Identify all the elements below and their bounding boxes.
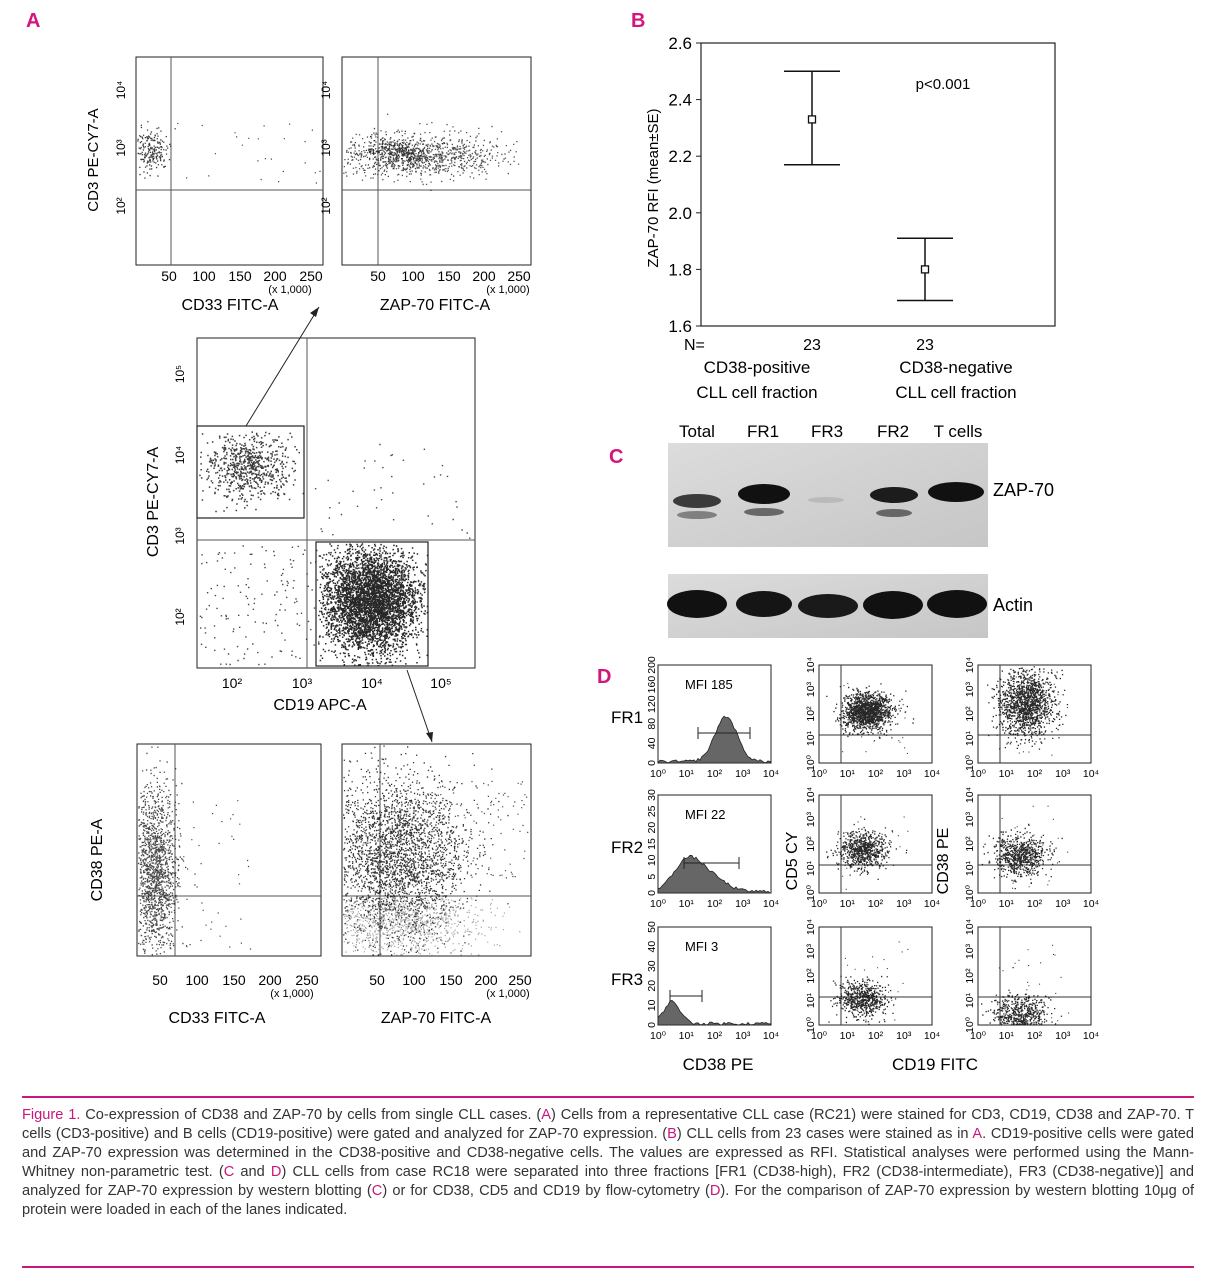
panel-d-ytick: 10¹ <box>964 730 976 747</box>
figure-caption <box>22 1106 1194 1220</box>
panel-d-histogram-fill <box>658 1001 771 1026</box>
panel-d-ytick: 10⁰ <box>964 755 976 771</box>
axis-label-a-tr-x: ZAP-70 FITC-A <box>379 297 491 314</box>
caption-ref-d-2: D <box>709 1183 721 1199</box>
panel-c-western-blot <box>667 422 1054 638</box>
panel-b-ytick-label: 2.4 <box>668 90 692 110</box>
xtick-a-tr-4: 200 <box>472 268 496 284</box>
row-label-fr1: FR1 <box>611 708 644 727</box>
scatter-dots-a-bottom-right <box>343 746 528 957</box>
panel-d-plot-r2-c2 <box>805 787 940 910</box>
lane-label-fr3: FR3 <box>810 422 844 441</box>
panel-b-annotation: p<0.001 <box>915 76 971 93</box>
panel-d-xtick: 10³ <box>1055 1030 1071 1042</box>
mean-marker-1 <box>809 116 816 123</box>
panel-d-xtick: 10¹ <box>998 768 1014 780</box>
panel-d-xtick: 10¹ <box>678 768 694 780</box>
xtick-a-bl-2: 100 <box>185 972 209 988</box>
panel-d-xtick: 10³ <box>1055 898 1071 910</box>
panel-d-xtick: 10² <box>1026 898 1043 910</box>
panel-d-xtick: 10³ <box>735 898 751 910</box>
xtick-a-bl-3: 150 <box>222 972 246 988</box>
panel-d-hist-ytick: 0 <box>646 890 658 896</box>
caption-text-7: ) or for CD38, CD5 and CD19 by flow-cytometry ( <box>382 1183 710 1199</box>
panel-label-a: A <box>26 10 41 32</box>
panel-b-ytick-label: 1.8 <box>668 260 692 280</box>
panel-a-top-right-plot <box>319 57 531 314</box>
xtick-a-bl-4: 200 <box>258 972 282 988</box>
caption-text-5: and <box>234 1164 271 1180</box>
panel-d-xtick: 10⁴ <box>762 768 780 780</box>
caption-bottom-rule <box>22 1266 1194 1268</box>
panel-d-flow-grid <box>611 656 1099 1074</box>
panel-a-top-left-plot <box>85 57 323 314</box>
xtick-a-tl-1: 50 <box>161 268 177 284</box>
panel-d-ytick: 10³ <box>805 943 817 960</box>
xtick-a-tr-1: 50 <box>370 268 386 284</box>
ytick-a-mid-4: 10² <box>173 608 187 626</box>
panel-d-hist-ytick: 10 <box>646 999 658 1012</box>
band-label-zap70: ZAP-70 <box>993 480 1055 500</box>
panel-d-scatter-dots <box>826 683 914 754</box>
panel-a-bottom-right-plot <box>342 744 532 1027</box>
panel-d-xtick: 10⁰ <box>811 898 827 910</box>
panel-d-ytick: 10⁴ <box>805 656 817 674</box>
ytick-a-mid-1: 10⁵ <box>173 364 187 384</box>
caption-text-6: ) CLL cells from case RC18 were separated into three fractions [FR1 (CD38-high), FR2 (CD38-intermediate), FR3 (CD38-negative)] and analyzed for ZAP-70 expression by western blotting ( <box>22 1164 1194 1199</box>
scale-a-bl: (x 1,000) <box>270 988 314 1000</box>
ytick-a-tl-2: 10³ <box>114 139 128 157</box>
panel-d-histogram-fill <box>658 855 771 893</box>
caption-ref-d: D <box>270 1164 282 1180</box>
lane-label-t-cells: T cells <box>933 422 983 441</box>
caption-text-3: ) CLL cells from 23 cases were stained as in <box>676 1126 973 1142</box>
xtick-a-br-4: 200 <box>474 972 498 988</box>
xtick-a-br-2: 100 <box>402 972 426 988</box>
panel-b-ytick-label: 2.0 <box>668 203 692 223</box>
panel-d-hist-ytick: 0 <box>646 1022 658 1028</box>
panel-d-xtick: 10³ <box>735 768 751 780</box>
axis-label-d-scatter-x: CD19 FITC <box>892 1055 978 1074</box>
panel-d-ytick: 10⁰ <box>964 1017 976 1033</box>
xtick-a-mid-4: 10⁵ <box>430 675 452 691</box>
panel-b-cat-1-line1: CD38-positive <box>703 358 811 377</box>
caption-ref-c: C <box>223 1164 235 1180</box>
panel-d-xtick: 10² <box>867 898 884 910</box>
panel-d-ytick: 10² <box>805 706 817 722</box>
axis-label-a-tl-y: CD3 PE-CY7-A <box>85 108 102 212</box>
panel-d-ytick: 10² <box>964 836 976 852</box>
panel-b-ytick-label: 1.6 <box>668 317 692 336</box>
scatter-dots-a-top-right <box>343 114 519 191</box>
xtick-a-mid-2: 10³ <box>291 675 313 691</box>
panel-d-scatter-dots <box>981 945 1069 1026</box>
panel-d-xtick: 10¹ <box>678 898 694 910</box>
xtick-a-tl-5: 250 <box>299 268 323 284</box>
xtick-a-tr-5: 250 <box>507 268 531 284</box>
scale-a-tr: (x 1,000) <box>486 284 530 296</box>
panel-label-c: C <box>609 446 624 468</box>
scale-a-tl: (x 1,000) <box>268 284 312 296</box>
panel-d-xtick: 10³ <box>896 1030 912 1042</box>
caption-ref-b: B <box>667 1126 677 1142</box>
panel-d-xtick: 10¹ <box>998 898 1014 910</box>
axis-label-a-br-x: ZAP-70 FITC-A <box>380 1010 492 1027</box>
panel-d-plot-r3-c3 <box>964 919 1099 1042</box>
ytick-a-tl-3: 10² <box>114 197 128 215</box>
panel-d-xtick: 10⁰ <box>650 898 666 910</box>
caption-text-8: ). For the comparison of ZAP-70 expression by western blotting 10μg of protein were loaded in each of the lanes indicated. <box>22 1183 1195 1218</box>
panel-d-ytick: 10¹ <box>805 730 817 747</box>
panel-d-plot-r2-c3 <box>964 787 1099 910</box>
panel-d-xtick: 10² <box>867 768 884 780</box>
xtick-a-bl-5: 250 <box>295 972 319 988</box>
panel-d-hist-ytick: 30 <box>646 960 658 973</box>
panel-b-frame <box>701 43 1055 326</box>
panel-d-xtick: 10⁰ <box>811 1030 827 1042</box>
mfi-label-fr1: MFI 185 <box>685 677 733 692</box>
ytick-a-tl-1: 10⁴ <box>114 80 128 100</box>
xtick-a-tl-3: 150 <box>228 268 252 284</box>
xtick-a-mid-3: 10⁴ <box>361 675 383 691</box>
scale-a-br: (x 1,000) <box>486 988 530 1000</box>
panel-d-xtick: 10¹ <box>839 898 855 910</box>
panel-d-xtick: 10⁰ <box>970 898 986 910</box>
panel-d-xtick: 10⁰ <box>970 768 986 780</box>
panel-d-ytick: 10⁴ <box>964 918 976 936</box>
panel-d-xtick: 10² <box>706 898 723 910</box>
axis-label-d-cd5: CD5 CY <box>784 831 801 891</box>
panel-d-xtick: 10¹ <box>839 1030 855 1042</box>
panel-label-b: B <box>631 10 646 32</box>
panel-d-hist-ytick: 120 <box>646 695 658 713</box>
panel-d-ytick: 10⁴ <box>964 786 976 804</box>
row-label-fr3: FR3 <box>611 970 644 989</box>
caption-top-rule <box>22 1096 1194 1098</box>
panel-d-ytick: 10³ <box>805 811 817 828</box>
panel-b-ylabel: ZAP-70 RFI (mean±SE) <box>645 108 662 268</box>
panel-d-ytick: 10³ <box>964 811 976 828</box>
panel-b-cat-2-line1: CD38-negative <box>899 358 1013 377</box>
panel-d-ytick: 10² <box>805 968 817 984</box>
panel-d-xtick: 10³ <box>896 768 912 780</box>
ytick-a-mid-2: 10⁴ <box>173 445 187 465</box>
axis-label-d-hist-x: CD38 PE <box>682 1055 754 1074</box>
panel-d-xtick: 10⁴ <box>1082 1030 1100 1042</box>
caption-text-4: . CD19-positive cells were gated and ZAP-70 expression was determined in the CD38-positive and CD38-negative cells. The values are expressed as RFI. Statistical analyses were performed using the Mann-Whitney non-parametric test. ( <box>22 1126 1195 1180</box>
ytick-a-mid-3: 10³ <box>173 527 187 545</box>
panel-d-plot-r1-c2 <box>805 657 940 780</box>
axis-label-a-mid-x: CD19 APC-A <box>273 697 367 714</box>
panel-b-n-label: N= <box>684 337 705 354</box>
ytick-a-tr-3: 10² <box>319 197 333 215</box>
panel-d-ytick: 10³ <box>964 681 976 698</box>
panel-d-xtick: 10⁴ <box>1082 768 1100 780</box>
panel-d-hist-ytick: 20 <box>646 979 658 992</box>
panel-d-scatter-dots <box>987 666 1068 755</box>
panel-d-plot-r1-c1 <box>646 656 779 780</box>
panel-d-histogram-fill <box>658 716 771 763</box>
panel-d-xtick: 10⁴ <box>762 898 780 910</box>
panel-d-hist-ytick: 25 <box>646 805 658 818</box>
panel-d-ytick: 10⁰ <box>805 885 817 901</box>
panel-a-bottom-left-plot <box>89 744 321 1027</box>
panel-d-hist-ytick: 40 <box>646 940 658 953</box>
panel-a-middle-plot <box>145 307 475 742</box>
panel-b-ytick-label: 2.6 <box>668 34 692 53</box>
panel-b-chart <box>645 34 1055 402</box>
panel-d-xtick: 10² <box>1026 1030 1043 1042</box>
panel-d-xtick: 10⁴ <box>923 898 941 910</box>
panel-d-plot-r3-c2 <box>805 919 940 1042</box>
panel-d-hist-ytick: 160 <box>646 675 658 694</box>
panel-d-hist-ytick: 5 <box>646 873 658 880</box>
band-label-actin: Actin <box>993 595 1034 615</box>
caption-ref-a: A <box>541 1107 551 1123</box>
panel-d-ytick: 10² <box>964 706 976 722</box>
panel-d-ytick: 10¹ <box>964 860 976 877</box>
scatter-dots-a-bottom-left <box>138 747 251 956</box>
xtick-a-tl-4: 200 <box>263 268 287 284</box>
panel-d-xtick: 10⁴ <box>1082 898 1100 910</box>
panel-d-hist-ytick: 50 <box>646 921 658 933</box>
panel-b-n-2: 23 <box>916 337 934 354</box>
panel-d-xtick: 10¹ <box>998 1030 1014 1042</box>
panel-d-ytick: 10⁴ <box>964 656 976 674</box>
caption-figure-label: Figure 1. <box>22 1107 81 1123</box>
panel-b-n-1: 23 <box>803 337 821 354</box>
scatter-dots-a-top-left <box>137 121 320 183</box>
xtick-a-tl-2: 100 <box>192 268 216 284</box>
panel-d-ytick: 10³ <box>805 681 817 698</box>
panel-d-xtick: 10¹ <box>678 1030 694 1042</box>
panel-d-xtick: 10⁴ <box>762 1030 780 1042</box>
panel-d-hist-ytick: 200 <box>646 656 658 674</box>
panel-d-xtick: 10² <box>867 1030 884 1042</box>
panel-d-ytick: 10⁴ <box>805 918 817 936</box>
lane-label-fr2: FR2 <box>876 422 910 441</box>
panel-d-ytick: 10¹ <box>805 992 817 1009</box>
caption-text-1: Co-expression of CD38 and ZAP-70 by cells from single CLL cases. ( <box>80 1107 542 1123</box>
xtick-a-tr-2: 100 <box>401 268 425 284</box>
panel-d-ytick: 10² <box>805 836 817 852</box>
panel-d-xtick: 10² <box>706 1030 723 1042</box>
panel-d-xtick: 10⁴ <box>923 768 941 780</box>
panel-d-xtick: 10⁰ <box>811 768 827 780</box>
panel-d-xtick: 10³ <box>1055 768 1071 780</box>
panel-d-ytick: 10² <box>964 968 976 984</box>
panel-d-ytick: 10¹ <box>964 992 976 1009</box>
mfi-label-fr3: MFI 3 <box>685 939 719 954</box>
panel-d-hist-ytick: 30 <box>646 789 658 801</box>
panel-d-hist-ytick: 0 <box>646 760 658 766</box>
axis-label-d-cd38: CD38 PE <box>935 827 952 895</box>
panel-b-cat-2-line2: CLL cell fraction <box>895 383 1017 402</box>
xtick-a-bl-1: 50 <box>152 972 168 988</box>
ytick-a-tr-1: 10⁴ <box>319 80 333 100</box>
row-label-fr2: FR2 <box>611 838 644 857</box>
ytick-a-tr-2: 10³ <box>319 139 333 157</box>
panel-d-xtick: 10³ <box>896 898 912 910</box>
panel-d-ytick: 10¹ <box>805 860 817 877</box>
panel-d-scatter-dots <box>982 806 1068 890</box>
xtick-a-br-3: 150 <box>439 972 463 988</box>
panel-b-ytick-label: 2.2 <box>668 147 692 167</box>
panel-d-xtick: 10⁰ <box>650 1030 666 1042</box>
axis-label-a-bl-x: CD33 FITC-A <box>168 1010 266 1027</box>
panel-d-ytick: 10⁰ <box>805 1017 817 1033</box>
caption-ref-a-2: A <box>972 1126 983 1142</box>
axis-label-a-mid-y: CD3 PE-CY7-A <box>145 446 162 558</box>
caption-ref-c-2: C <box>371 1183 383 1199</box>
panel-d-scatter-dots <box>828 941 908 1025</box>
panel-d-xtick: 10⁰ <box>970 1030 986 1042</box>
mean-marker-2 <box>922 266 929 273</box>
panel-d-ytick: 10⁰ <box>805 755 817 771</box>
scatter-dots-a-middle <box>199 431 470 666</box>
panel-d-xtick: 10⁴ <box>923 1030 941 1042</box>
xtick-a-tr-3: 150 <box>437 268 461 284</box>
panel-d-ytick: 10⁴ <box>805 786 817 804</box>
panel-d-xtick: 10² <box>706 768 723 780</box>
panel-b-yticks <box>668 34 701 336</box>
caption-text-2: ) Cells from a representative CLL case (RC21) were stained for CD3, CD19, CD38 and ZAP-70. T cells (CD3-positive) and B cells (CD19-positive) were gated and analyzed for ZAP-70 expression. ( <box>22 1107 1195 1142</box>
lane-label-fr1: FR1 <box>746 422 780 441</box>
panel-d-xtick: 10¹ <box>839 768 855 780</box>
xtick-a-mid-1: 10² <box>221 675 243 691</box>
panel-d-hist-ytick: 10 <box>646 854 658 867</box>
panel-d-ytick: 10³ <box>964 943 976 960</box>
xtick-a-br-5: 250 <box>508 972 532 988</box>
axis-label-a-tl-x: CD33 FITC-A <box>181 297 279 314</box>
axis-label-a-bl-y: CD38 PE-A <box>89 818 106 902</box>
panel-d-hist-ytick: 40 <box>646 737 658 750</box>
panel-d-xtick: 10³ <box>735 1030 751 1042</box>
mfi-label-fr2: MFI 22 <box>685 807 726 822</box>
xtick-a-br-1: 50 <box>369 972 385 988</box>
panel-d-xtick: 10⁰ <box>650 768 666 780</box>
panel-d-ytick: 10⁰ <box>964 885 976 901</box>
panel-d-scatter-dots <box>826 816 908 889</box>
panel-d-hist-ytick: 80 <box>646 717 658 730</box>
panel-label-d: D <box>597 666 612 688</box>
panel-d-hist-ytick: 20 <box>646 821 658 834</box>
panel-b-error-bars <box>784 71 953 300</box>
panel-d-hist-ytick: 15 <box>646 838 658 850</box>
panel-d-plot-r1-c3 <box>964 657 1099 780</box>
panel-d-xtick: 10² <box>1026 768 1043 780</box>
lane-label-total: Total <box>679 422 715 441</box>
panel-b-cat-1-line2: CLL cell fraction <box>696 383 818 402</box>
